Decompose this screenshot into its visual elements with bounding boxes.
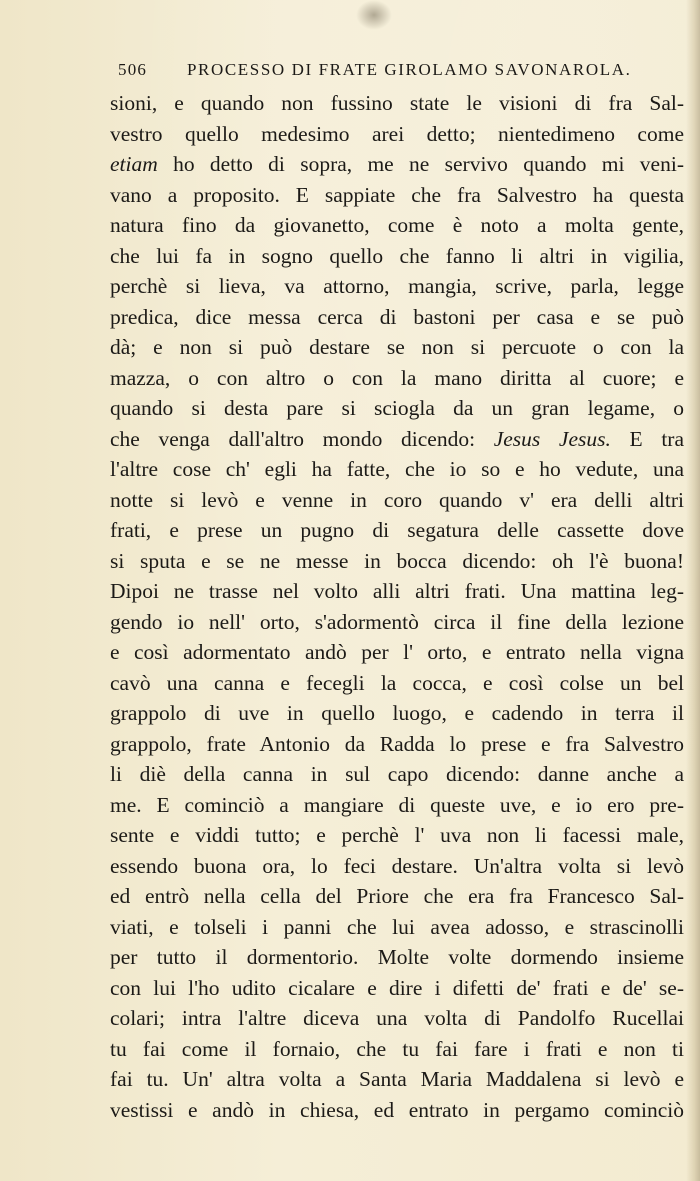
text-line: etiam ho detto di sopra, me ne servivo quando mi veni- — [110, 152, 684, 176]
running-title: PROCESSO DI FRATE GIROLAMO SAVONAROLA. — [187, 60, 632, 79]
text-line: quando si desta pare si sciogla da un gran legame, o — [110, 396, 684, 420]
text-line: per tutto il dormentorio. Molte volte dormendo insieme — [110, 945, 684, 969]
text-line: e così adormentato andò per l' orto, e entrato nella vigna — [110, 640, 684, 664]
text-line: perchè si lieva, va attorno, mangia, scrive, parla, legge — [110, 274, 684, 298]
text-line: si sputa e se ne messe in bocca dicendo: oh l'è buona! — [110, 548, 684, 573]
text-line: che lui fa in sogno quello che fanno li altri in vigilia, — [110, 243, 684, 268]
text-line: grappolo di uve in quello luogo, e cadendo in terra il — [110, 701, 684, 725]
text-line: sioni, e quando non fussino state le visioni di fra Sal- — [110, 91, 684, 115]
page-edge-shadow — [686, 0, 700, 1181]
text-line: viati, e tolseli i panni che lui avea adosso, e strascinolli — [110, 914, 684, 939]
text-line: essendo buona ora, lo feci destare. Un'altra volta si levò — [110, 853, 684, 878]
text-line: notte si levò e venne in coro quando v' era delli altri — [110, 487, 684, 512]
text-line: vestro quello medesimo arei detto; nientedimeno come — [110, 121, 684, 146]
text-line: dà; e non si può destare se non si percuote o con la — [110, 335, 684, 359]
text-line: l'altre cose ch' egli ha fatte, che io so e ho vedute, una — [110, 457, 684, 481]
text-line: fai tu. Un' altra volta a Santa Maria Maddalena si levò e — [110, 1067, 684, 1091]
text-line: cavò una canna e fecegli la cocca, e così colse un bel — [110, 670, 684, 695]
page-number: 506 — [118, 60, 148, 79]
text-line: sente e viddi tutto; e perchè l' uva non li facessi male, — [110, 823, 684, 847]
text-line: colari; intra l'altre diceva una volta di Pandolfo Rucellai — [110, 1006, 684, 1030]
running-header — [118, 60, 632, 90]
text-line: gendo io nell' orto, s'adormentò circa il fine della lezione — [110, 609, 684, 634]
text-line: grappolo, frate Antonio da Radda lo prese e fra Salvestro — [110, 731, 684, 756]
text-line: predica, dice messa cerca di bastoni per casa e se può — [110, 304, 684, 329]
text-line: tu fai come il fornaio, che tu fai fare i frati e non ti — [110, 1036, 684, 1061]
text-line: con lui l'ho udito cicalare e dire i difetti de' frati e de' se- — [110, 975, 684, 1000]
text-line: li diè della canna in sul capo dicendo: danne anche a — [110, 762, 684, 786]
body-text — [110, 88, 684, 1125]
text-line: ed entrò nella cella del Priore che era fra Francesco Sal- — [110, 884, 684, 908]
text-line: me. E cominciò a mangiare di queste uve, e io ero pre- — [110, 792, 684, 817]
text-line: frati, e prese un pugno di segatura delle cassette dove — [110, 518, 684, 542]
text-line: che venga dall'altro mondo dicendo: Jesus Jesus. E tra — [110, 426, 684, 451]
paper-stain — [356, 0, 392, 30]
text-line: natura fino da giovanetto, come è noto a molta gente, — [110, 213, 684, 237]
text-line: Dipoi ne trasse nel volto alli altri frati. Una mattina leg- — [110, 579, 684, 603]
text-line: vano a proposito. E sappiate che fra Salvestro ha questa — [110, 182, 684, 207]
text-line: mazza, o con altro o con la mano diritta al cuore; e — [110, 365, 684, 390]
text-line: vestissi e andò in chiesa, ed entrato in pergamo cominciò — [110, 1097, 684, 1122]
